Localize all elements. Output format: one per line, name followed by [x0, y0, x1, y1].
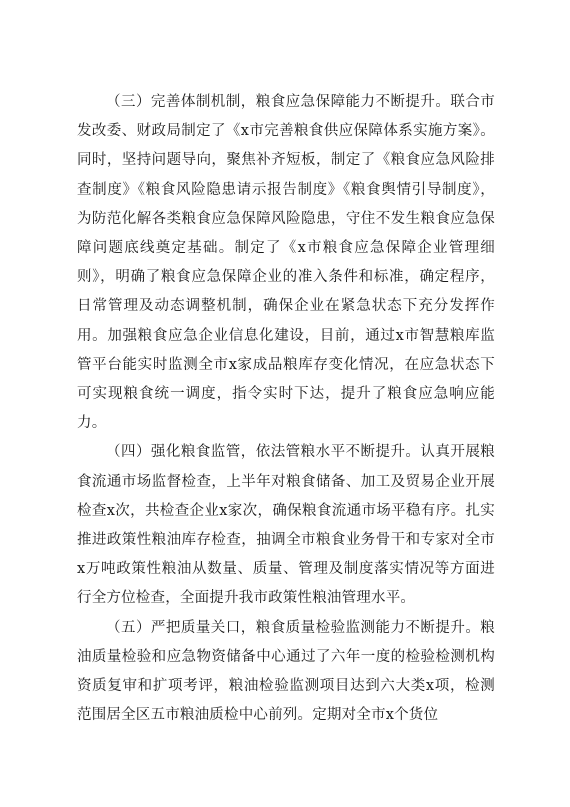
document-body — [77, 88, 495, 730]
paragraph-section-5: （五）严把质量关口，粮食质量检验监测能力不断提升。粮油质量检验和应急物资储备中心通过了六年一度的检验检测机构资质复审和扩项考评，粮油检验监测项目达到六大类x项，检测范围居全区五市粮油质检中心前列。定期对全市x个货位 — [77, 619, 495, 724]
paragraph-section-4: （四）强化粮食监管，依法管粮水平不断提升。认真开展粮食流通市场监督检查，上半年对粮食储备、加工及贸易企业开展检查x次，共检查企业x家次，确保粮食流通市场平稳有序。扎实推进政策性粮油库存检查，抽调全市粮食业务骨干和专家对全市x万吨政策性粮油从数量、质量、管理及制度落实情况等方面进行全方位检查，全面提升我市政策性粮油管理水平。 — [77, 444, 495, 607]
paragraph-section-3: （三）完善体制机制，粮食应急保障能力不断提升。联合市发改委、财政局制定了《x市完善粮食供应保障体系实施方案》。同时，坚持问题导向，聚焦补齐短板，制定了《粮食应急风险排查制度》《粮食风险隐患请示报告制度》《粮食舆情引导制度》，为防范化解各类粮食应急保障风险隐患，守住不发生粮食应急保障问题底线奠定基础。制定了《x市粮食应急保障企业管理细则》，明确了粮食应急保障企业的准入条件和标准，确定程序，日常管理及动态调整机制，确保企业在紧急状态下充分发挥作用。加强粮食应急企业信息化建设，目前，通过x市智慧粮库监管平台能实时监测全市x家成品粮库存变化情况，在应急状态下可实现粮食统一调度，指令实时下达，提升了粮食应急响应能力。 — [77, 94, 495, 432]
